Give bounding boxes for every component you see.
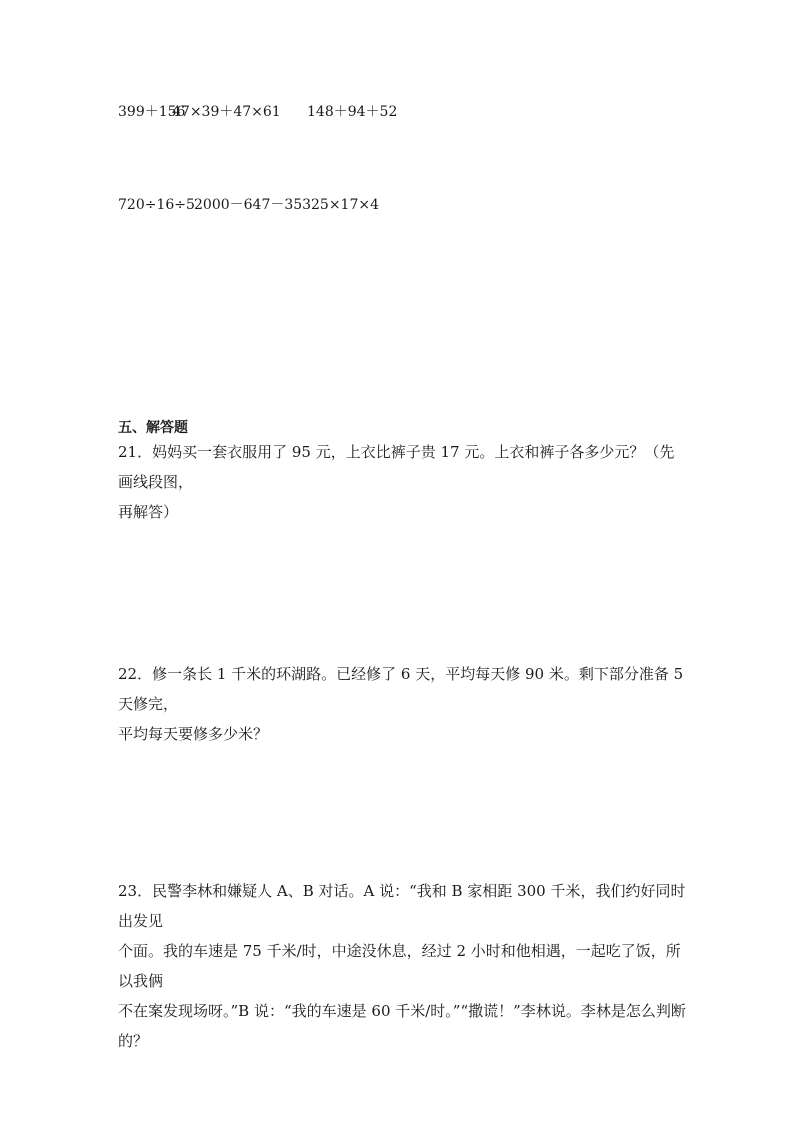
problem-text-line: 22．修一条长 1 千米的环湖路。已经修了 6 天，平均每天修 90 米。剩下部分准备 5 天修完， xyxy=(118,665,684,713)
calculation-expression: 399＋156 xyxy=(118,104,186,120)
problem-21 xyxy=(118,437,686,527)
problem-23 xyxy=(118,876,686,1056)
problem-text-line: 个面。我的车速是 75 千米/时，中途没休息，经过 2 小时和他相遇，一起吃了饭，所以我俩 xyxy=(118,942,681,990)
problem-text-line: 23．民警李林和嫌疑人 A、B 对话。A 说：“我和 B 家相距 300 千米，我们约好同时出发见 xyxy=(118,882,686,930)
calculation-expression: 148＋94＋52 xyxy=(307,104,398,120)
problem-text-line: 再解答） xyxy=(118,503,179,521)
problem-text-line: 平均每天要修多少米？ xyxy=(118,725,269,743)
section-heading: 五、解答题 xyxy=(118,420,188,436)
calculation-expression: 720÷16÷5 xyxy=(118,197,195,213)
problem-text-line: 21．妈妈买一套衣服用了 95 元，上衣比裤子贵 17 元。上衣和裤子各多少元？（先画线段图， xyxy=(118,443,675,491)
problem-text-line: 不在案发现场呀。”B 说：“我的车速是 60 千米/时。”“撒谎！”李林说。李林是怎么判断的？ xyxy=(118,1002,686,1050)
problem-22 xyxy=(118,659,686,749)
calculation-expression: 47×39＋47×61 xyxy=(172,104,281,120)
calculation-expression: 25×17×4 xyxy=(311,197,379,213)
calculation-expression: 2000－647－353 xyxy=(194,197,312,213)
